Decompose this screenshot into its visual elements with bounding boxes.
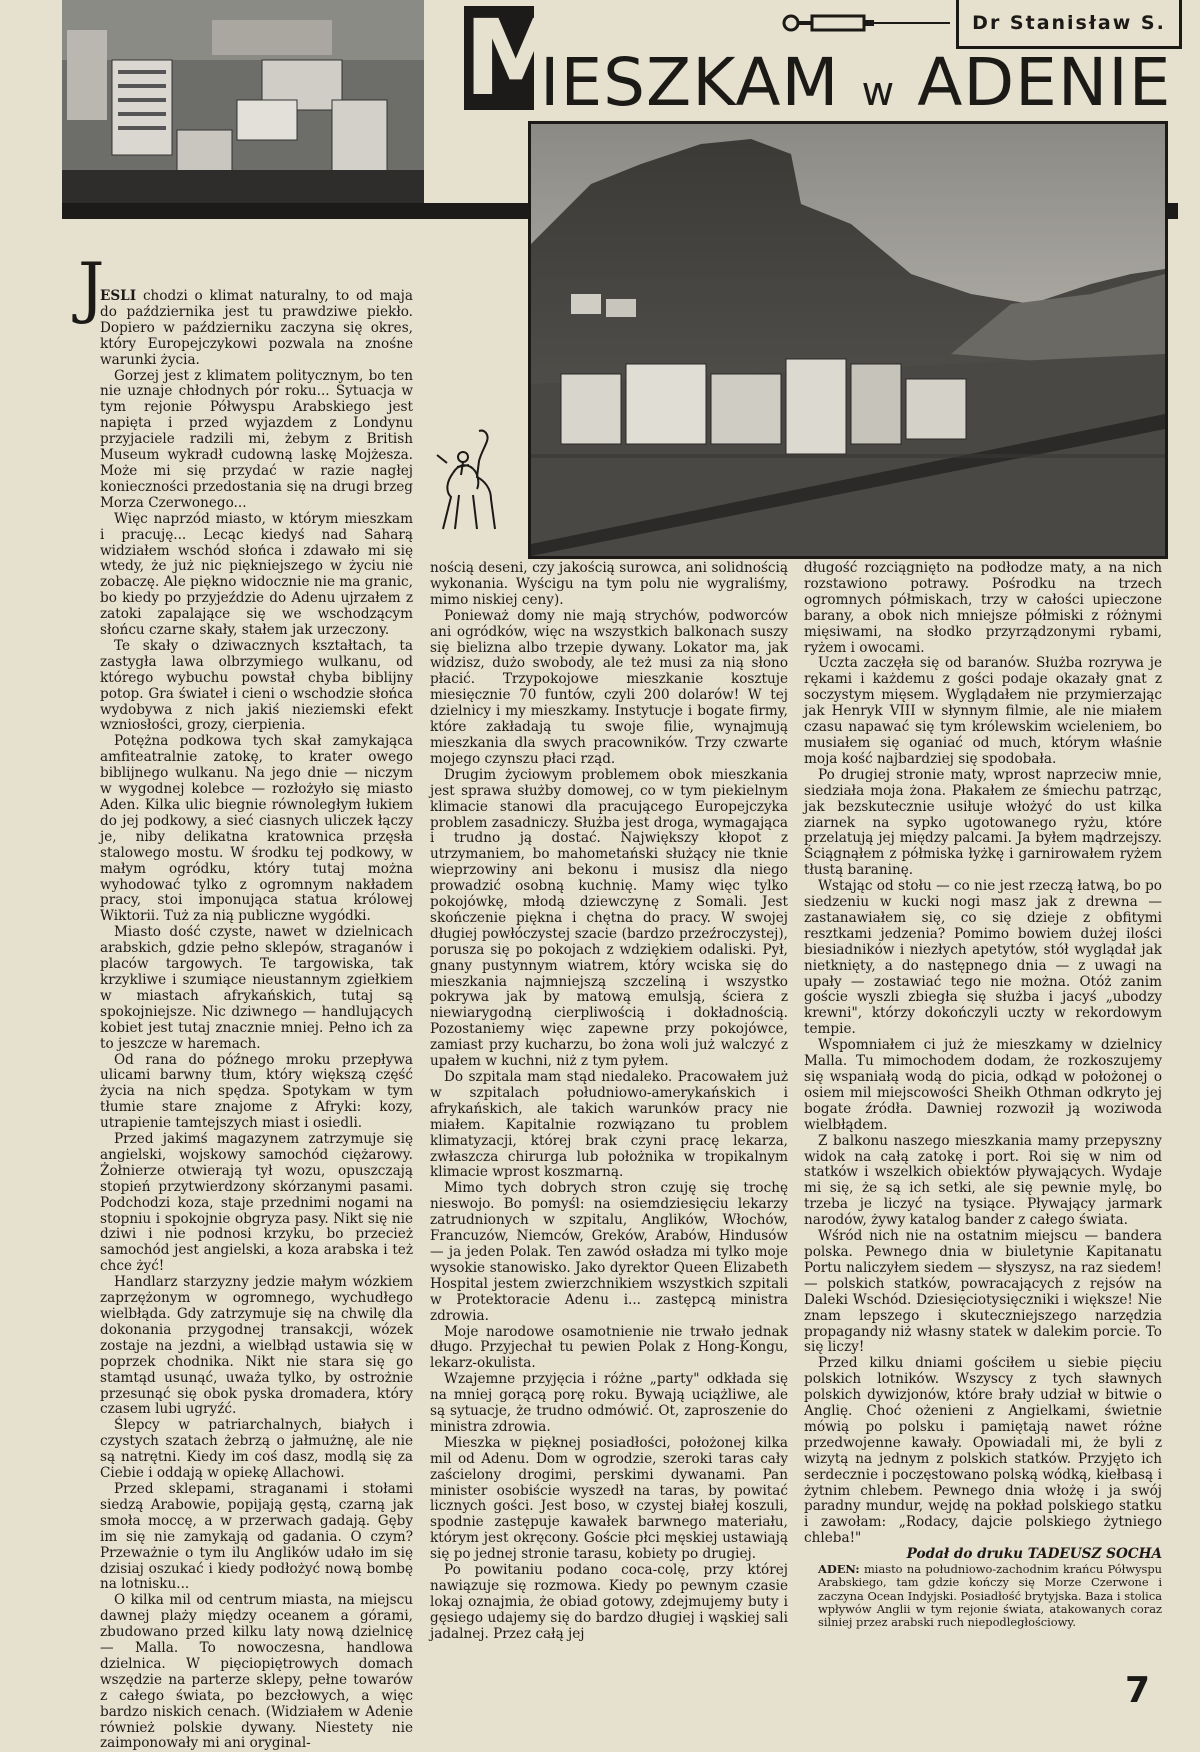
aden-landscape-photo xyxy=(528,121,1168,559)
col1-paragraph: Od rana do późnego mroku przepływa ulicami barwny tłum, który większą część życia na nich spędza. Spotykam w tym tłumie stare znajome z Afryki: kozy, utrapienie tamtejszych miast i osiedli. xyxy=(100,1051,413,1132)
title-initial: M xyxy=(464,0,568,119)
col2-paragraph: Mieszka w pięknej posiadłości, położonej kilka mil od Adenu. Dom w ogrodzie, szeroki taras cały zaścielony drogimi, perskimi dywanami. Pan minister osobiście wyszedł na taras, by powitać licznych gości. Jest boso, w czystej białej koszuli, spodnie zastępuje kawałek barwnego materiału, którym jest okręcony. Goście płci męskiej ustawiają się po jednej stronie tarasu, kobiety po drugiej. xyxy=(430,1434,788,1563)
col1-paragraph: Przed jakimś magazynem zatrzymuje się angielski, wojskowy samochód ciężarowy. Żołnierze otwierają tył wozu, opuszczają stopień przytwierdzony skórzanymi pasami. Podchodzi koza, staje przednimi nogami na stopniu i spokojnie obgryza pasy. Nikt się nie dziwi i nie podnosi krzyku, bo przecież samochód jest angielski, a koza arabska i też chce żyć! xyxy=(100,1131,413,1275)
title-part-1: IESZKAM xyxy=(540,44,840,121)
col2-paragraph: Ponieważ domy nie mają strychów, podworców ani ogródków, więc na wszystkich balkonach suszy się bielizna albo trzepie dywany. Lokator ma, jak widzisz, dużo swobody, ale też musi za nią słono płacić. Trzypokojowe mieszkanie kosztuje miesięcznie 70 funtów, czyli 200 dolarów! W tej dzielnicy i my mieszkamy. Instytucje i bogate firmy, które zakładają tu swoje filie, wynajmują mieszkania dla swych pracowników. Trzy czwarte mojego czynszu płaci rząd. xyxy=(430,607,788,767)
col2-paragraph: Moje narodowe osamotnienie nie trwało jednak długo. Przyjechał tu pewien Polak z Hong-Kongu, lekarz-okulista. xyxy=(430,1323,788,1372)
lead-word: ESLI xyxy=(100,288,137,304)
author-byline: Dr Stanisław S. xyxy=(956,0,1182,49)
col3-paragraph: Z balkonu naszego mieszkania mamy przepyszny widok na całą zatokę i port. Roi się w nim od statków i wszelkich obiektów pływających. Wydaje mi się, że są ich setki, ale się pewnie mylę, bo trzeba je liczyć na tysiące. Pływający jarmark narodów, żywy katalog bander z całego świata. xyxy=(804,1132,1162,1229)
col2-paragraph: nością deseni, czy jakością surowca, ani solidnością wykonania. Wyścigu na tym polu nie wygraliśmy, mimo niskiej ceny). xyxy=(430,560,788,608)
aden-landscape-illustration xyxy=(531,124,1165,556)
col1-paragraph: Handlarz starzyzny jedzie małym wózkiem zaprzężonym w ogromnego, wychudłego wielbłąda. Gdy zatrzymuje się na chwilę dla dokonania przygodnej transakcji, wózek zostaje na jezdni, a wielbłąd ustawia się w poprzek chodnika. Nikt nie stara się go stamtąd usunąć, uważa tylko, by ostrożnie przesunąć się obok pyska dromadera, który czasem lubi ugryźć. xyxy=(100,1274,413,1418)
col2-paragraph: Drugim życiowym problemem obok mieszkania jest sprawa służby domowej, co w tym piekielnym klimacie stanowi dla pracującego Europejczyka problem zasadniczy. Służba jest droga, wymagająca i trudno ją dostać. Największy kłopot z utrzymaniem, bo mahometański służący nie tknie wieprzowiny ani bekonu i musisz dla niego prowadzić osobną kuchnię. Mamy więc tylko pokojówkę, młodą dziewczynę z Somali. Jest skończenie piękna i chętna do pracy. W swojej długiej powłóczystej szacie (bardzo przeźroczystej), porusza się po pokojach z wdziękiem odaliski. Pył, gnany pustynnym wiatrem, który wciska się do mieszkania najmniejszą szczeliną i wszystko pokrywa jak by matową emulsją, ściera z niewiarygodną cierpliwością i dokładnością. Pozostaniemy więc zapewne przy pokojówce, zamiast przy kucharzu, bo żona woli już walczyć z upałem w kuchni, niż z tym pyłem. xyxy=(430,766,788,1070)
article-lead xyxy=(100,289,413,1752)
article-header xyxy=(460,0,1180,120)
col3-paragraph: Po drugiej stronie maty, wprost naprzeciw mnie, siedziała moja żona. Płakałem ze śmiechu patrząc, jak bezskutecznie usiłuje włożyć do ust kilka ziarnek na sypko ugotowanego ryżu, które przelatują jej między palcami. Ja byłem mądrzejszy. Ściągnąłem z półmiska łyżkę i garnirowałem ryżem tłustą baraninę. xyxy=(804,766,1162,879)
col2-paragraph: Wzajemne przyjęcia i różne „party" odkłada się na mniej gorącą porę roku. Bywają uciążliwe, ale są sytuacje, że trudno odmówić. Ot, zaproszenie do ministra zdrowia. xyxy=(430,1371,788,1435)
city-photo-illustration xyxy=(62,0,424,205)
col3-paragraph: Wstając od stołu — co nie jest rzeczą łatwą, bo po siedzeniu w kucki nogi masz jak z drewna — zastanawiałem się, co się dzieje z obfitymi resztkami jedzenia? Pomimo bowiem dużej ilości biesiadników i niezłych apetytów, stół wyglądał jak nietknięty, a do następnego dnia — z uwagi na upały — zostawiać tego nie można. Otóż zanim goście wyszli zbiegła się służba i jacyś „ubodzy krewni", którzy dokończyli uczty w rekordowym tempie. xyxy=(804,878,1162,1038)
camel-rider-icon xyxy=(433,425,501,535)
title-part-w: w xyxy=(861,69,896,115)
col1-paragraph: Potężna podkowa tych skał zamykająca amfiteatralnie zatokę, to krater owego biblijnego wulkanu. Na jego dnie — niczym w wygodnej kolebce — rozłożyło się miasto Aden. Kilka ulic biegnie równoległym łukiem do jej podkowy, a sieć ciasnych uliczek łączy je, niby delikatna kratownica przęsła stalowego mostu. W środku tej podkowy, w małym ogródku, który tutaj można wyhodować tylko z ogromnym nakładem pracy, stoi imponująca statua królowej Wiktorii. Tuż za nią publiczne wygódki. xyxy=(100,733,413,925)
caption-label: ADEN: xyxy=(818,1562,860,1577)
col3-paragraph: Uczta zaczęła się od baranów. Służba rozrywa je rękami i każdemu z gości podaje okazały gnat z soczystym mięsem. Wyglądałem nie przymierzając jak Henryk VIII w słynnym filmie, ale nie miałem czasu napawać się tym królewskim wcieleniem, bo musiałem się oganiać od much, którym właśnie moja kość najbardziej się spodobała. xyxy=(804,655,1162,767)
col3-paragraph: Wspomniałem ci już że mieszkamy w dzielnicy Malla. Tu mimochodem dodam, że rozkoszujemy się wspaniałą wodą do picia, odkąd w położonej o osiem mil miejscowości Sheikh Othman odkryto jej bogate źródła. Dawniej rozwoził ją woziwoda wielbłądem. xyxy=(804,1037,1162,1133)
article-column-2 xyxy=(430,561,788,1643)
city-photo xyxy=(62,0,424,205)
col3-paragraph: Przed kilku dniami gościłem u siebie pięciu polskich lotników. Wszyscy z tych sławnych polskich dywizjonów, które brały udział w bitwie o Anglię. Choć ożenieni z Angielkami, świetnie mówią po polsku i pamiętają nawet różne przedwojenne kawały. Opowiadali mi, że byli z wizytą na jednym z polskich statków. Przyjęto ich serdecznie i poczęstowano polską wódką, kiełbasą i żytnim chlebem. Pewnego dnia włożę i ja swój paradny mundur, wejdę na pokład polskiego statku i zawołam: „Rodacy, dajcie polskiego żytniego chleba!" xyxy=(804,1355,1162,1547)
page-number: 7 xyxy=(1125,1670,1151,1711)
article-column-3 xyxy=(804,561,1162,1629)
col1-paragraph: Przed sklepami, straganami i stołami siedzą Arabowie, popijają gęstą, czarną jak smoła moccę, a w przerwach gadają. Gęby im się nie zamykają od gadania. O czym? Przeważnie o tym ilu Anglików udało im się dzisiaj oszukać i kiedy podłożyć nową bombę na lotnisku... xyxy=(100,1480,413,1593)
col2-paragraph: Do szpitala mam stąd niedaleko. Pracowałem już w szpitalach południowo-amerykańskich i afrykańskich, ale takich warunków pracy nie miałem. Kapitalnie rozwiązano tu problem klimatyzacji, której brak czyni pracę lekarza, zwłaszcza chirurga lub położnika w tropikalnym klimacie wprost koszmarną. xyxy=(430,1069,788,1181)
col1-paragraph: Te skały o dziwacznych kształtach, ta zastygła lawa olbrzymiego wulkanu, od którego wybuchu powstał chyba biblijny potop. Gra świateł i cieni o wschodzie słońca wydobywa z nich jakiś nieziemski efekt wzniosłości, grozy, cierpienia. xyxy=(100,637,413,734)
article-title xyxy=(540,44,1171,121)
caption-text: miasto na południowo-zachodnim krańcu Półwyspu Arabskiego, tam gdzie kończy się Morze Czerwone i zaczyna Ocean Indyjski. Posiadłość brytyjska. Baza i stolica wpływów Anglii w tym rejonie świata, atakowanych coraz silniej przez arabski ruch niepodległościowy. xyxy=(818,1562,1162,1629)
syringe-icon xyxy=(782,12,952,34)
col3-paragraph: długość rozciągnięto na podłodze maty, a na nich rozstawiono potrawy. Pośrodku na trzech ogromnych półmiskach, trzy w całości upieczone barany, a obok nich mniejsze półmiski z różnymi mięsiwami, na słodko przyrządzonymi rybami, ryżem i owocami. xyxy=(804,560,1162,656)
title-part-2: ADENIE xyxy=(917,44,1172,121)
col1-paragraph: Ślepcy w patriarchalnych, białych i czystych szatach żebrzą o jałmużnę, ale nie są natrętni. Kiedy im coś dasz, modlą się za Ciebie i oddają w opiekę Allachowi. xyxy=(100,1417,413,1482)
col3-paragraph: Wśród nich nie na ostatnim miejscu — bandera polska. Pewnego dnia w biuletynie Kapitanatu Portu naliczyłem siedem — słyszysz, na raz siedem! — polskich statków, powracających z rejsów na Daleki Wschód. Dziesięciotysięczniki i większe! Nie znam lepszego i skuteczniejszego narzędzia propagandy niż własny statek w dalekim porcie. To się liczy! xyxy=(804,1228,1162,1356)
col1-paragraph: chodzi o klimat naturalny, to od maja do października jest tu prawdziwe piekło. Dopiero w październiku zaczyna się okres, który Europejczykowi pozwala na znośne warunki życia. xyxy=(100,288,413,368)
photo-caption xyxy=(804,1563,1162,1629)
signature: Podał do druku TADEUSZ SOCHA xyxy=(906,1546,1162,1563)
col2-paragraph: Po powitaniu podano coca-colę, przy której nawiązuje się rozmowa. Kiedy po pewnym czasie lokaj oznajmia, że obiad gotowy, zdejmujemy buty i gęsiego udajemy się do bardzo długiej i wąskiej sali jadalnej. Przez całą jej xyxy=(430,1562,788,1642)
drop-cap: J xyxy=(78,249,105,326)
col1-paragraph: Miasto dość czyste, nawet w dzielnicach arabskich, gdzie pełno sklepów, straganów i placów targowych. Te targowiska, tak krzykliwe i szumiące nieustannym zgiełkiem w miastach afrykańskich, tutaj są spokojniejsze. Nic dziwnego — handlujących kobiet jest tutaj znacznie mniej. Pełno ich za to jeszcze w haremach. xyxy=(100,924,413,1052)
col2-paragraph: Mimo tych dobrych stron czuję się trochę nieswojo. Bo pomyśl: na osiemdziesięciu lekarzy zatrudnionych w szpitalu, Anglików, Włochów, Francuzów, Niemców, Greków, Arabów, Hindusów — ja jeden Polak. Ten zawód osładza mi tylko moje wysokie stanowisko. Jako dyrektor Queen Elizabeth Hospital jestem zwierzchnikiem wszystkich szpitali w Protektoracie Adenu i... zastępcą ministra zdrowia. xyxy=(430,1180,788,1324)
col1-paragraph: Gorzej jest z klimatem politycznym, bo ten nie uznaje chłodnych pór roku... Sytuacja w tym rejonie Półwyspu Arabskiego jest napięta i przed wyjazdem z Londynu przyjaciele radzili mi, żebym z British Museum wykradł cudowną laskę Mojżesza. Może mi się przydać w razie nagłej konieczności przedostania się na drugi brzeg Morza Czerwonego... xyxy=(100,367,413,511)
col1-paragraph: O kilka mil od centrum miasta, na miejscu dawnej plaży między oceanem a górami, zbudowano przed kilku laty nową dzielnicę — Malla. To nowoczesna, handlowa dzielnica. W pięciopiętrowych domach wszędzie na parterze sklepy, pełne towarów z całego świata, po bezcłowych, a więc bardzo niskich cenach. (Widziałem w Adenie również polskie dywany. Niestety nie zaimponowały mi ani oryginal- xyxy=(100,1592,413,1752)
col1-paragraph: Więc naprzód miasto, w którym mieszkam i pracuję... Lecąc kiedyś nad Saharą widziałem wschód słońca i zdawało mi się wtedy, że już nic piękniejszego w życiu nie zobaczę. Ale piękno widocznie nie ma granic, bo kiedy po przyjeździe do Adenu ujrzałem z zatoki zapalające się we wschodzącym słońcu czarne skały, stałem jak urzeczony. xyxy=(100,510,413,639)
